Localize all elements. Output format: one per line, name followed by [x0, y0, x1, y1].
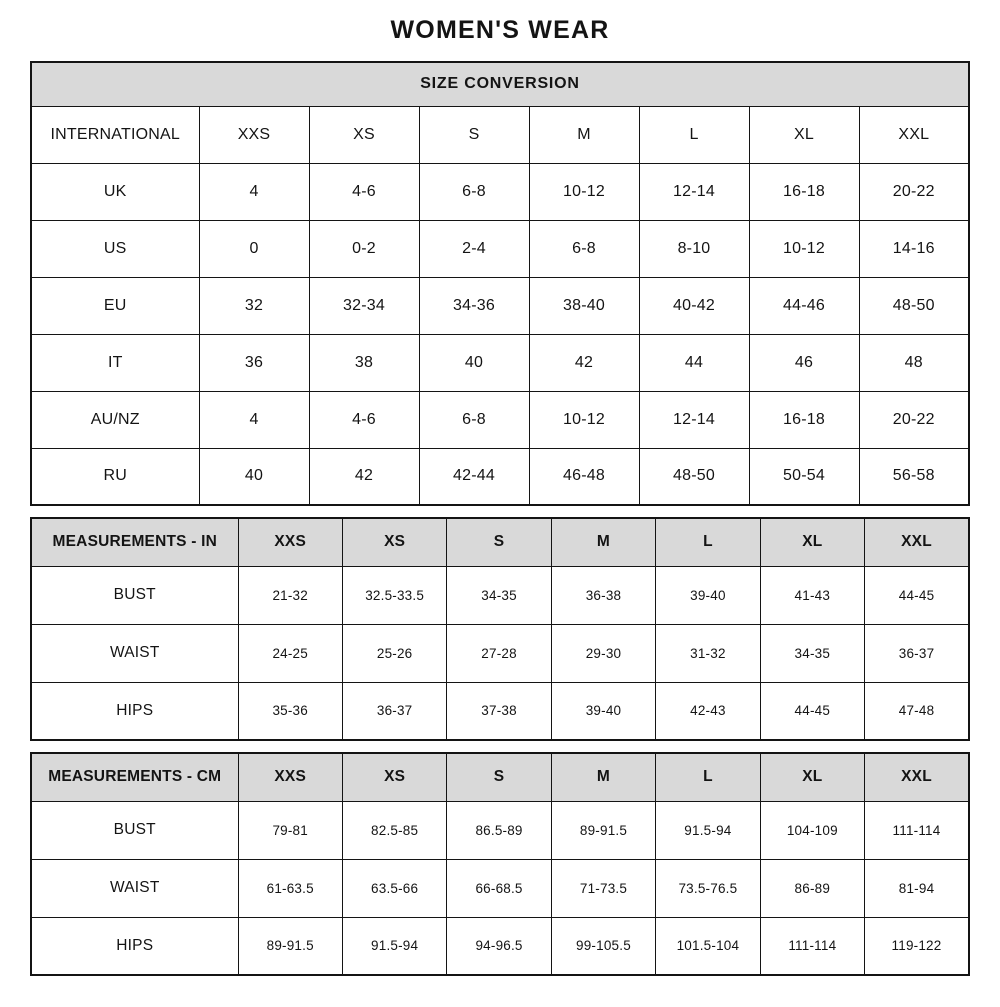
cell: 6-8	[419, 391, 529, 448]
cell: 44-45	[760, 682, 864, 740]
row-header: AU/NZ	[31, 391, 199, 448]
cell: 81-94	[865, 859, 969, 917]
cell: 2-4	[419, 220, 529, 277]
header-row	[31, 518, 969, 566]
corner-header: MEASUREMENTS - CM	[31, 753, 238, 801]
col-header: XXL	[859, 106, 969, 163]
cell: 48-50	[859, 277, 969, 334]
cell: 44-46	[749, 277, 859, 334]
cell: 29-30	[551, 624, 655, 682]
cell: 12-14	[639, 391, 749, 448]
cell: 119-122	[865, 917, 969, 975]
cell: 44-45	[865, 566, 969, 624]
col-header: XL	[749, 106, 859, 163]
cell: 14-16	[859, 220, 969, 277]
col-header: XXS	[238, 753, 342, 801]
table-row	[31, 163, 969, 220]
cell: 66-68.5	[447, 859, 551, 917]
col-header: M	[551, 518, 655, 566]
cell: 32	[199, 277, 309, 334]
header-row	[31, 106, 969, 163]
cell: 4-6	[309, 163, 419, 220]
table-row	[31, 624, 969, 682]
cell: 99-105.5	[551, 917, 655, 975]
cell: 38-40	[529, 277, 639, 334]
cell: 20-22	[859, 391, 969, 448]
tables-container	[30, 61, 970, 976]
cell: 41-43	[760, 566, 864, 624]
cell: 40-42	[639, 277, 749, 334]
cell: 42	[309, 448, 419, 505]
cell: 32.5-33.5	[342, 566, 446, 624]
col-header: M	[551, 753, 655, 801]
cell: 39-40	[551, 682, 655, 740]
row-header: HIPS	[31, 682, 238, 740]
cell: 89-91.5	[238, 917, 342, 975]
table-row	[31, 682, 969, 740]
cell: 94-96.5	[447, 917, 551, 975]
cell: 36	[199, 334, 309, 391]
cell: 6-8	[419, 163, 529, 220]
cell: 0	[199, 220, 309, 277]
table-measurements-in	[30, 517, 970, 741]
table-row	[31, 917, 969, 975]
cell: 36-38	[551, 566, 655, 624]
table-size-conversion	[30, 61, 970, 506]
cell: 42	[529, 334, 639, 391]
cell: 111-114	[865, 801, 969, 859]
row-header: RU	[31, 448, 199, 505]
cell: 31-32	[656, 624, 760, 682]
table-title-row	[31, 62, 969, 106]
cell: 37-38	[447, 682, 551, 740]
table-row	[31, 391, 969, 448]
col-header: L	[656, 518, 760, 566]
cell: 61-63.5	[238, 859, 342, 917]
cell: 24-25	[238, 624, 342, 682]
table-row	[31, 448, 969, 505]
col-header: XXL	[865, 753, 969, 801]
cell: 38	[309, 334, 419, 391]
cell: 39-40	[656, 566, 760, 624]
col-header: XL	[760, 518, 864, 566]
cell: 6-8	[529, 220, 639, 277]
cell: 27-28	[447, 624, 551, 682]
cell: 82.5-85	[342, 801, 446, 859]
row-header: WAIST	[31, 624, 238, 682]
cell: 8-10	[639, 220, 749, 277]
row-header: WAIST	[31, 859, 238, 917]
col-header: XXS	[199, 106, 309, 163]
cell: 91.5-94	[342, 917, 446, 975]
cell: 86-89	[760, 859, 864, 917]
cell: 56-58	[859, 448, 969, 505]
cell: 48	[859, 334, 969, 391]
row-header: US	[31, 220, 199, 277]
col-header: S	[447, 753, 551, 801]
corner-header: MEASUREMENTS - IN	[31, 518, 238, 566]
cell: 50-54	[749, 448, 859, 505]
table-row	[31, 859, 969, 917]
cell: 101.5-104	[656, 917, 760, 975]
corner-header: INTERNATIONAL	[31, 106, 199, 163]
table-row	[31, 566, 969, 624]
row-header: UK	[31, 163, 199, 220]
cell: 16-18	[749, 391, 859, 448]
cell: 34-35	[447, 566, 551, 624]
col-header: L	[639, 106, 749, 163]
cell: 40	[419, 334, 529, 391]
cell: 46	[749, 334, 859, 391]
cell: 35-36	[238, 682, 342, 740]
row-header: EU	[31, 277, 199, 334]
cell: 104-109	[760, 801, 864, 859]
cell: 16-18	[749, 163, 859, 220]
table-row	[31, 220, 969, 277]
col-header: M	[529, 106, 639, 163]
cell: 40	[199, 448, 309, 505]
col-header: XS	[342, 753, 446, 801]
col-header: XXS	[238, 518, 342, 566]
cell: 73.5-76.5	[656, 859, 760, 917]
table-row	[31, 801, 969, 859]
cell: 111-114	[760, 917, 864, 975]
cell: 32-34	[309, 277, 419, 334]
cell: 4-6	[309, 391, 419, 448]
col-header: XL	[760, 753, 864, 801]
cell: 34-35	[760, 624, 864, 682]
cell: 36-37	[865, 624, 969, 682]
col-header: XS	[309, 106, 419, 163]
cell: 42-44	[419, 448, 529, 505]
cell: 12-14	[639, 163, 749, 220]
row-header: IT	[31, 334, 199, 391]
cell: 10-12	[529, 391, 639, 448]
header-row	[31, 753, 969, 801]
cell: 91.5-94	[656, 801, 760, 859]
cell: 10-12	[749, 220, 859, 277]
col-header: S	[419, 106, 529, 163]
col-header: S	[447, 518, 551, 566]
cell: 79-81	[238, 801, 342, 859]
cell: 25-26	[342, 624, 446, 682]
table-measurements-cm	[30, 752, 970, 976]
cell: 0-2	[309, 220, 419, 277]
cell: 46-48	[529, 448, 639, 505]
page-title: WOMEN'S WEAR	[390, 16, 610, 44]
cell: 89-91.5	[551, 801, 655, 859]
col-header: XXL	[865, 518, 969, 566]
cell: 47-48	[865, 682, 969, 740]
table-title-size-conversion: SIZE CONVERSION	[31, 62, 969, 106]
cell: 4	[199, 391, 309, 448]
cell: 48-50	[639, 448, 749, 505]
cell: 10-12	[529, 163, 639, 220]
cell: 42-43	[656, 682, 760, 740]
cell: 44	[639, 334, 749, 391]
col-header: L	[656, 753, 760, 801]
row-header: HIPS	[31, 917, 238, 975]
cell: 34-36	[419, 277, 529, 334]
cell: 36-37	[342, 682, 446, 740]
row-header: BUST	[31, 801, 238, 859]
cell: 63.5-66	[342, 859, 446, 917]
cell: 21-32	[238, 566, 342, 624]
table-row	[31, 277, 969, 334]
col-header: XS	[342, 518, 446, 566]
cell: 20-22	[859, 163, 969, 220]
row-header: BUST	[31, 566, 238, 624]
cell: 4	[199, 163, 309, 220]
cell: 86.5-89	[447, 801, 551, 859]
table-row	[31, 334, 969, 391]
cell: 71-73.5	[551, 859, 655, 917]
